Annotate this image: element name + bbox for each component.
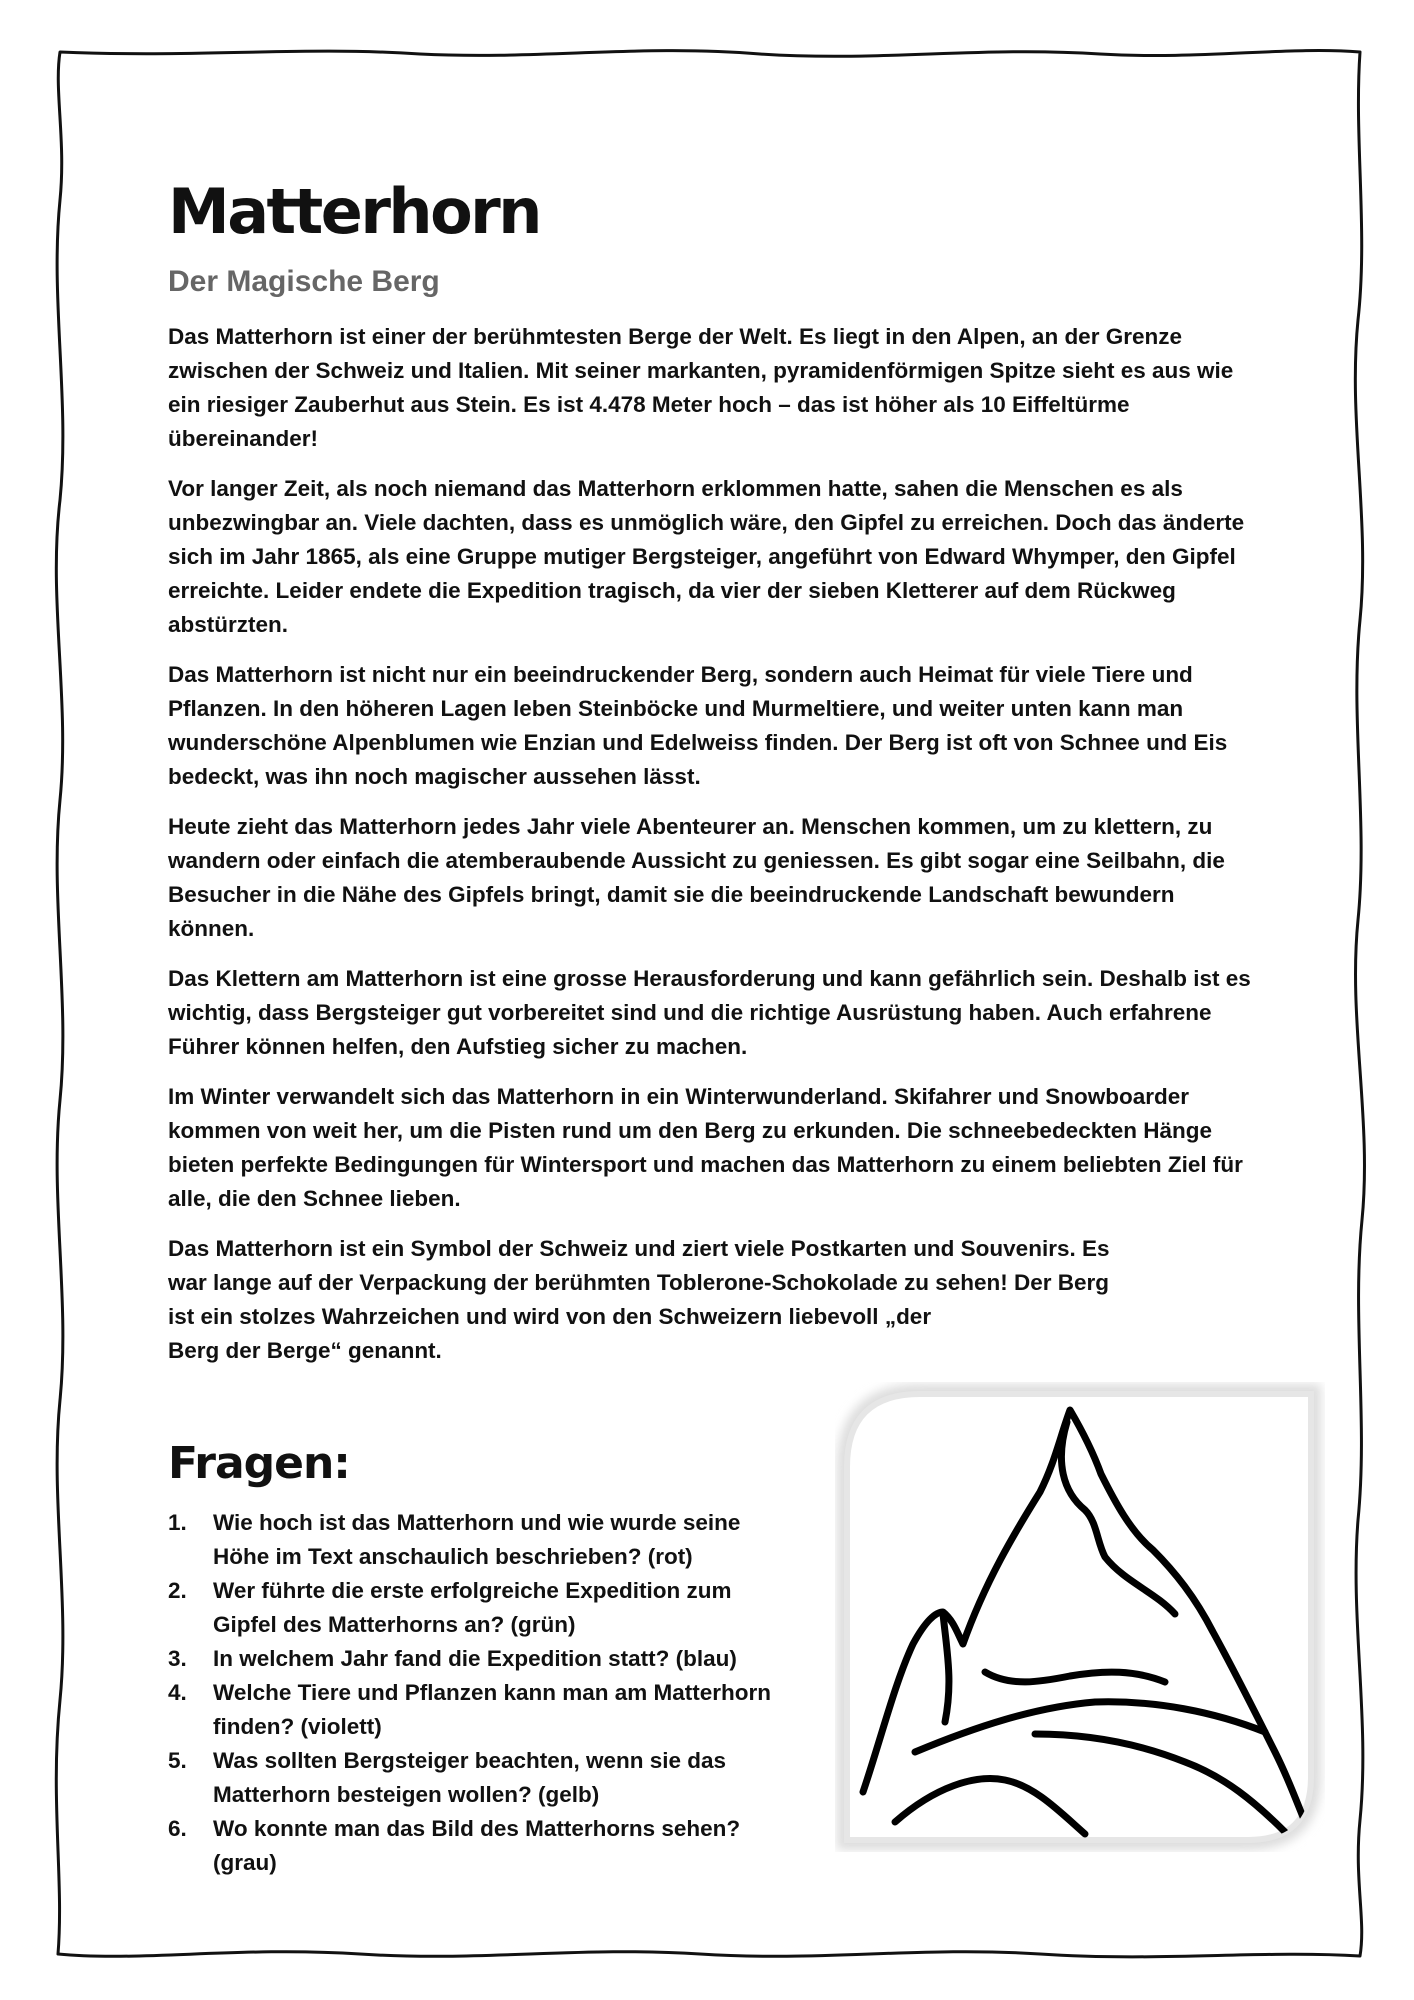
paragraph-2: Vor langer Zeit, als noch niemand das Matterhorn erklommen hatte, sahen die Menschen es als unbezwingbar an. Viele dachten, dass es unmöglich wäre, den Gipfel zu erreichen. Doch das änderte sich im Jahr 1865, als eine Gruppe mutiger Bergsteiger, angeführt von Edward Whymper, den Gipfel erreichte. Leider endete die Expedition tragisch, da vier der sieben Kletterer auf dem Rückweg abstürzten.	[168, 476, 1245, 637]
paragraph-7	[168, 1232, 1118, 1368]
question-text: Wer führte die erste erfolgreiche Expedition zum Gipfel des Matterhorns an? (grün)	[213, 1578, 732, 1637]
question-number: 3.	[168, 1646, 187, 1671]
paragraph-4: Heute zieht das Matterhorn jedes Jahr viele Abenteurer an. Menschen kommen, um zu klettern, zu wandern oder einfach die atemberaubende Aussicht zu geniessen. Es gibt sogar eine Seilbahn, die Besucher in die Nähe des Gipfels bringt, damit sie die beeindruckende Landschaft bewundern können.	[168, 814, 1225, 941]
questions-heading: Fragen:	[168, 1438, 350, 1489]
paragraph-7-line-2: Berg der Berge“ genannt.	[168, 1338, 442, 1363]
questions-list	[168, 1506, 788, 1880]
question-text: Wie hoch ist das Matterhorn und wie wurde seine Höhe im Text anschaulich beschrieben? (rot)	[213, 1510, 741, 1569]
paragraph-5: Das Klettern am Matterhorn ist eine grosse Herausforderung und kann gefährlich sein. Deshalb ist es wichtig, dass Bergsteiger gut vorbereitet sind und die richtige Ausrüstung haben. Auch erfahrene Führer können helfen, den Aufstieg sicher zu machen.	[168, 966, 1251, 1059]
question-number: 1.	[168, 1510, 187, 1535]
question-number: 6.	[168, 1816, 187, 1841]
question-item	[168, 1744, 788, 1812]
question-number: 5.	[168, 1748, 187, 1773]
page-subtitle: Der Magische Berg	[168, 265, 440, 298]
question-number: 2.	[168, 1578, 187, 1603]
page-title: Matterhorn	[168, 175, 540, 248]
paragraph-6: Im Winter verwandelt sich das Matterhorn in ein Winterwunderland. Skifahrer und Snowboarder kommen von weit her, um die Pisten rund um den Berg zu erkunden. Die schneebedeckten Hänge bieten perfekte Bedingungen für Wintersport und machen das Matterhorn zu einem beliebten Ziel für alle, die den Schnee lieben.	[168, 1084, 1243, 1211]
question-item	[168, 1812, 788, 1880]
question-item	[168, 1574, 788, 1642]
matterhorn-illustration	[835, 1382, 1325, 1852]
question-text: Was sollten Bergsteiger beachten, wenn sie das Matterhorn besteigen wollen? (gelb)	[213, 1748, 727, 1807]
paragraph-7-line-1: Das Matterhorn ist ein Symbol der Schweiz und ziert viele Postkarten und Souvenirs. Es war lange auf der Verpackung der berühmten Toblerone-Schokolade zu sehen! Der Berg ist ein stolzes Wahrzeichen und wird von den Schweizern liebevoll „der	[168, 1236, 1110, 1329]
question-text: Wo konnte man das Bild des Matterhorns sehen? (grau)	[213, 1816, 741, 1875]
paragraph-3: Das Matterhorn ist nicht nur ein beeindruckender Berg, sondern auch Heimat für viele Tiere und Pflanzen. In den höheren Lagen leben Steinböcke und Murmeltiere, und weiter unten kann man wunderschöne Alpenblumen wie Enzian und Edelweiss finden. Der Berg ist oft von Schnee und Eis bedeckt, was ihn noch magischer aussehen lässt.	[168, 662, 1228, 789]
question-item	[168, 1676, 788, 1744]
question-number: 4.	[168, 1680, 187, 1705]
question-item	[168, 1506, 788, 1574]
document-body	[168, 176, 1258, 1384]
question-item	[168, 1642, 788, 1676]
question-text: In welchem Jahr fand die Expedition statt? (blau)	[213, 1646, 737, 1671]
question-text: Welche Tiere und Pflanzen kann man am Matterhorn finden? (violett)	[213, 1680, 772, 1739]
paragraph-1: Das Matterhorn ist einer der berühmtesten Berge der Welt. Es liegt in den Alpen, an der Grenze zwischen der Schweiz und Italien. Mit seiner markanten, pyramidenförmigen Spitze sieht es aus wie ein riesiger Zauberhut aus Stein. Es ist 4.478 Meter hoch – das ist höher als 10 Eiffeltürme übereinander!	[168, 324, 1234, 451]
